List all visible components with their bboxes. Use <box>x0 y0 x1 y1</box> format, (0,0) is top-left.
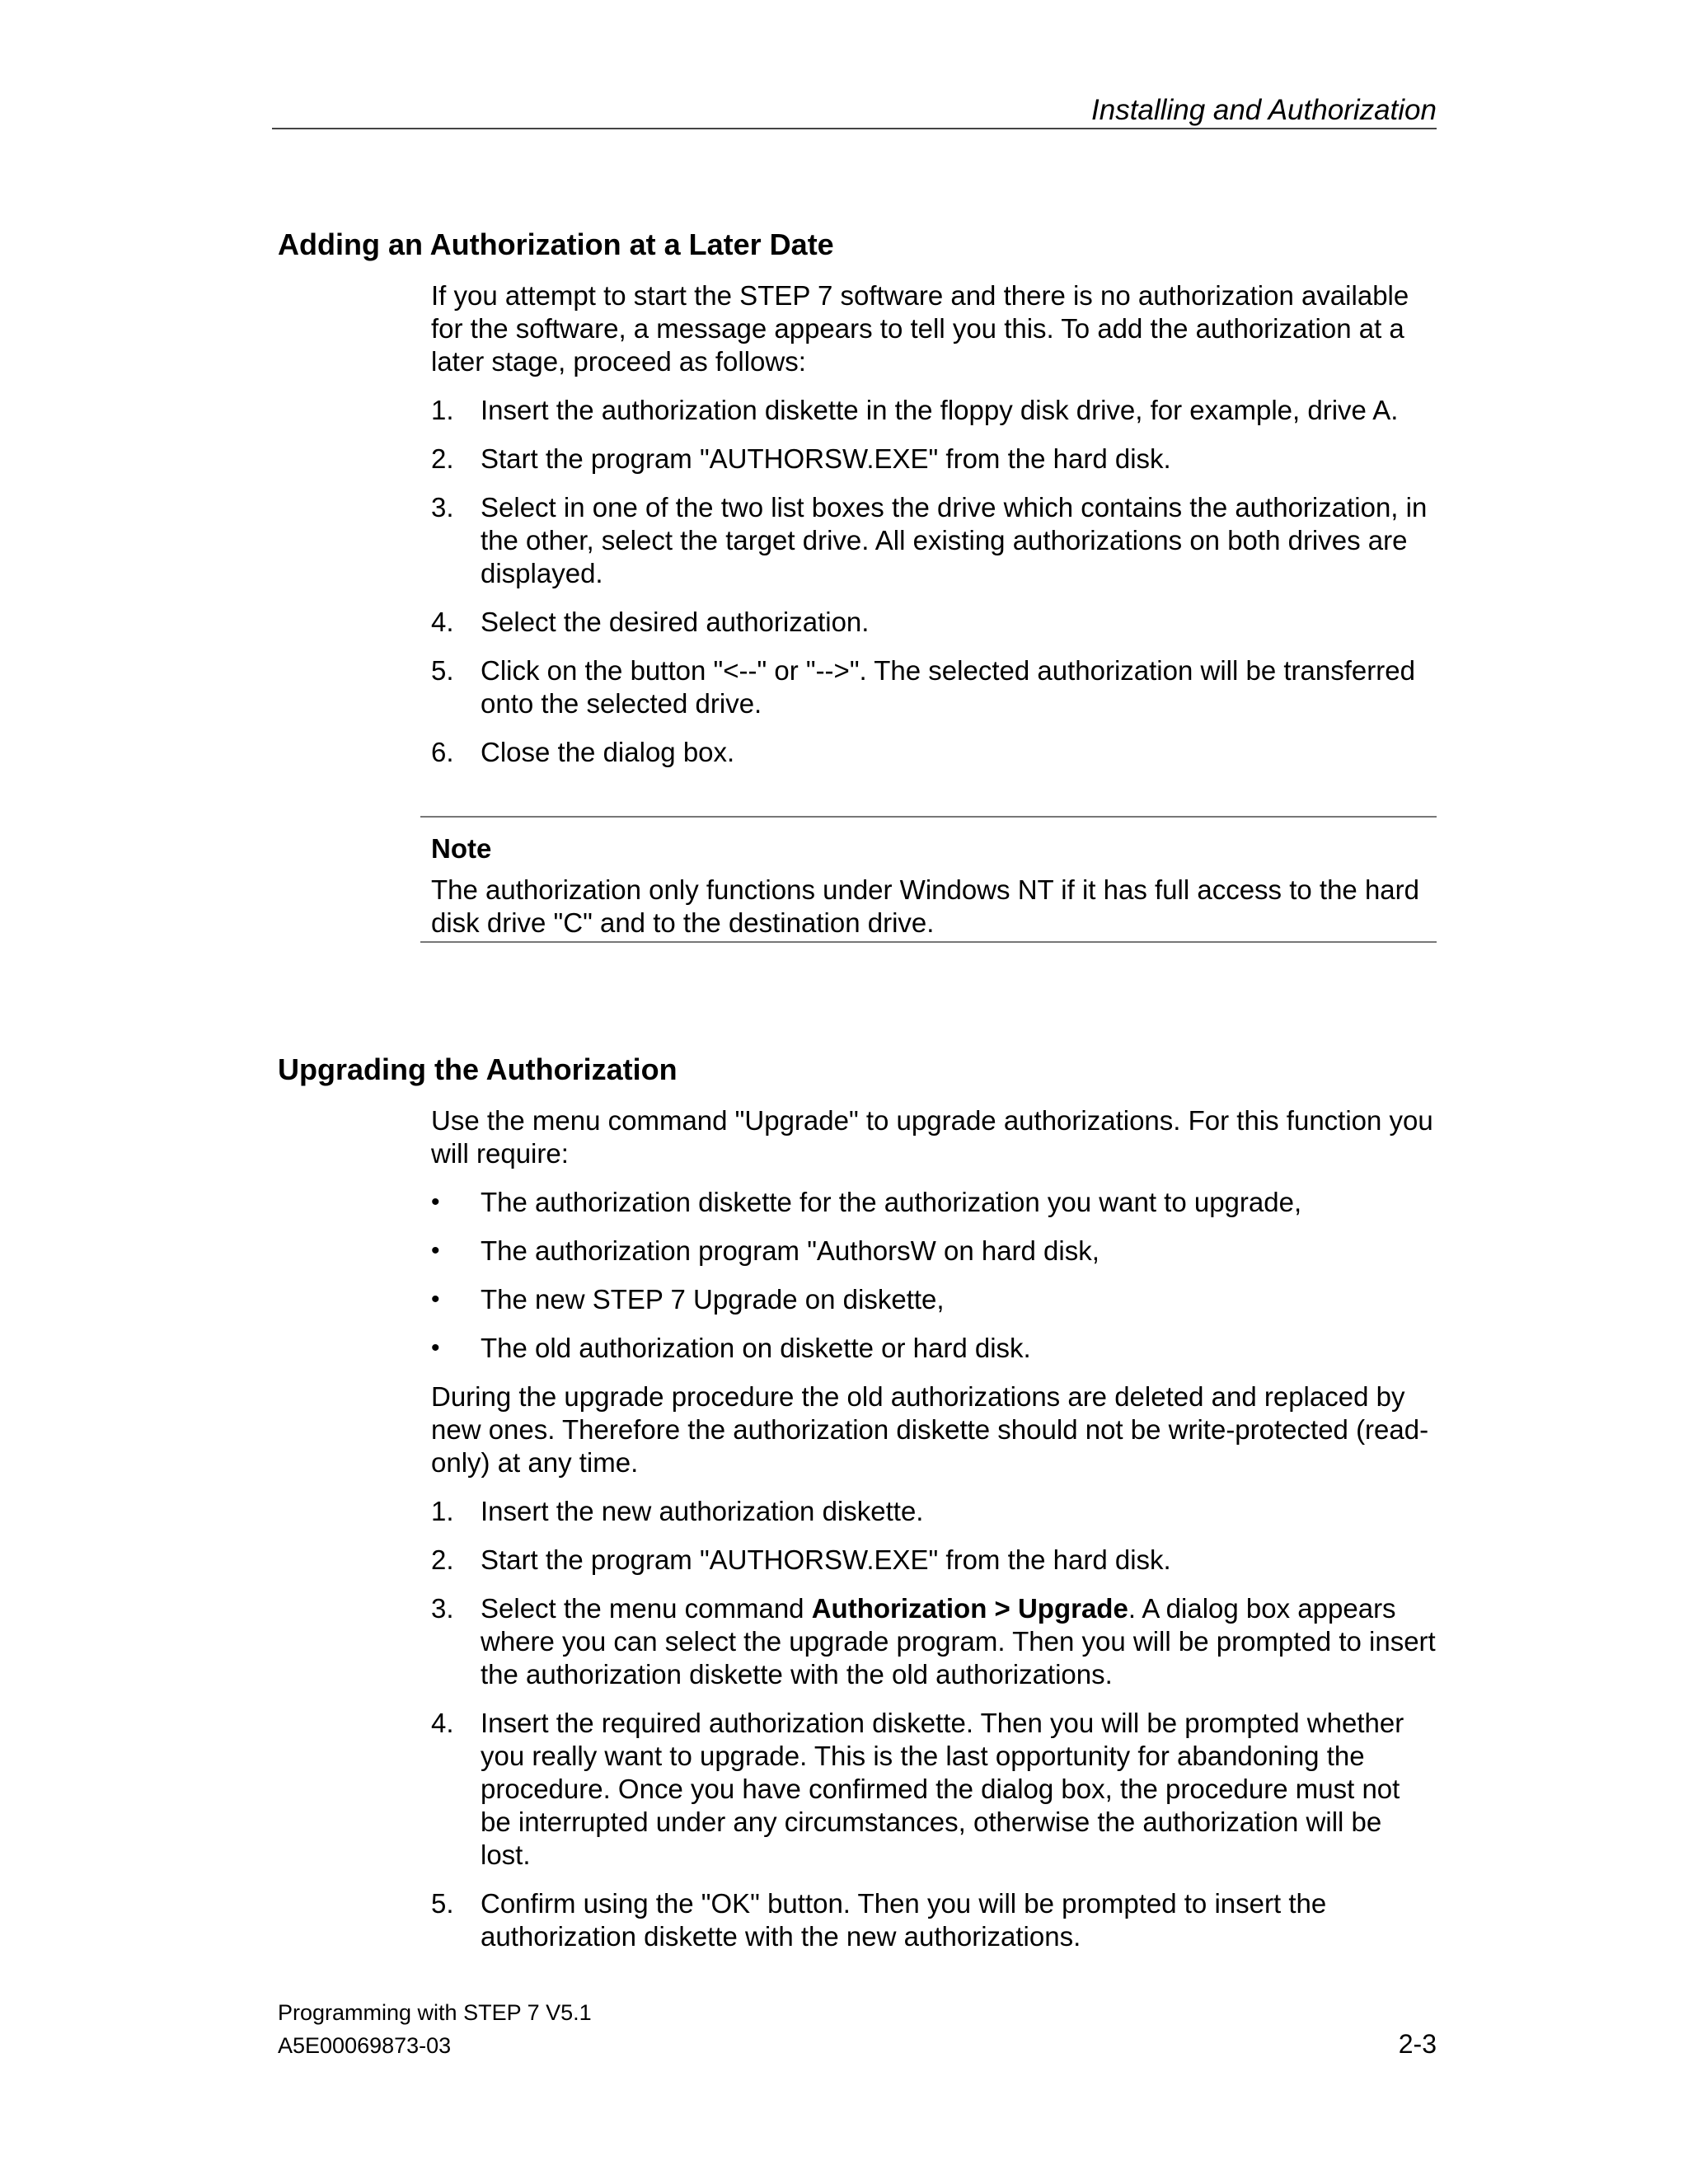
list-item <box>431 606 1437 639</box>
step-number: 1. <box>431 1496 454 1526</box>
list-item <box>431 1707 1437 1872</box>
step-text-before: Select the menu command <box>481 1593 812 1624</box>
step-number: 2. <box>431 443 454 474</box>
list-item <box>431 1592 1437 1691</box>
section-heading-upgrading-authorization: Upgrading the Authorization <box>278 1052 678 1086</box>
note-text: The authorization only functions under Windows NT if it has full access to the hard disk drive "C" and to the destination drive. <box>431 874 1420 938</box>
step-number: 6. <box>431 737 454 767</box>
step-text: Click on the button "<--" or "-->". The selected authorization will be transferred onto the selected drive. <box>481 655 1415 719</box>
section1-body <box>431 279 1437 769</box>
step-number: 3. <box>431 1593 454 1624</box>
step-number: 4. <box>431 1708 454 1738</box>
list-item <box>431 1495 1437 1528</box>
list-item <box>431 394 1437 427</box>
step-number: 1. <box>431 395 454 425</box>
section2-steps <box>431 1495 1437 1953</box>
list-item <box>431 1332 1437 1365</box>
step-text: Select in one of the two list boxes the drive which contains the authorization, in the other, select the target drive. All existing authorizations on both drives are displayed. <box>481 492 1428 588</box>
step-number: 3. <box>431 492 454 523</box>
step-number: 5. <box>431 655 454 686</box>
bullet-text: The authorization program "AuthorsW on hard disk, <box>481 1235 1100 1266</box>
step-text: Select the desired authorization. <box>481 607 870 637</box>
list-item <box>431 1887 1437 1953</box>
list-item <box>431 1283 1437 1316</box>
section-heading-adding-authorization: Adding an Authorization at a Later Date <box>278 227 834 261</box>
bullet-text: The old authorization on diskette or hard disk. <box>481 1333 1031 1363</box>
list-item <box>431 443 1437 476</box>
running-header: Installing and Authorization <box>1091 94 1437 126</box>
bullet-text: The authorization diskette for the authorization you want to upgrade, <box>481 1187 1302 1217</box>
step-text: Start the program "AUTHORSW.EXE" from the hard disk. <box>481 443 1171 474</box>
list-item <box>431 1544 1437 1577</box>
list-item <box>431 1186 1437 1219</box>
section2-body <box>431 1104 1437 1953</box>
step-text: Insert the required authorization diskette. Then you will be prompted whether you really want to upgrade. This is the last opportunity for abandoning the procedure. Once you have confirmed the dialog box, the procedure must not be interrupted under any circumstances, otherwise the authorization will be lost. <box>481 1708 1404 1870</box>
step-text: Close the dialog box. <box>481 737 735 767</box>
list-item <box>431 1235 1437 1268</box>
footer-doc-number: A5E00069873-03 <box>278 2033 452 2058</box>
bullet-icon: • <box>431 1286 440 1313</box>
note-title: Note <box>431 833 492 864</box>
header-rule <box>272 128 1437 129</box>
list-item <box>431 736 1437 769</box>
section1-intro: If you attempt to start the STEP 7 software and there is no authorization available for the software, a message appears to tell you this. To add the authorization at a later stage, proceed as follows: <box>431 280 1409 377</box>
section2-requirements <box>431 1186 1437 1365</box>
section2-upgrade-paragraph: During the upgrade procedure the old authorizations are deleted and replaced by new ones. Therefore the authorization diskette should not be write-protected (read-only) at any time. <box>431 1381 1429 1478</box>
step-number: 5. <box>431 1888 454 1919</box>
step-text: Start the program "AUTHORSW.EXE" from the hard disk. <box>481 1544 1171 1575</box>
footer-title: Programming with STEP 7 V5.1 <box>278 2000 592 2025</box>
section1-steps <box>431 394 1437 769</box>
step-text <box>481 1593 1436 1690</box>
note-box <box>420 816 1437 943</box>
menu-command: Authorization > Upgrade <box>811 1593 1128 1624</box>
step-text-after: . A dialog box appears where you can select the upgrade program. Then you will be prompted to insert the authorization diskette with the old authorizations. <box>481 1593 1436 1690</box>
step-number: 4. <box>431 607 454 637</box>
step-number: 2. <box>431 1544 454 1575</box>
list-item <box>431 491 1437 590</box>
bullet-text: The new STEP 7 Upgrade on diskette, <box>481 1284 945 1315</box>
step-text: Confirm using the "OK" button. Then you will be prompted to insert the authorization diskette with the new authorizations. <box>481 1888 1327 1952</box>
list-item <box>431 654 1437 720</box>
section2-intro: Use the menu command "Upgrade" to upgrade authorizations. For this function you will require: <box>431 1105 1433 1169</box>
bullet-icon: • <box>431 1237 440 1264</box>
bullet-icon: • <box>431 1188 440 1216</box>
bullet-icon: • <box>431 1334 440 1361</box>
step-text: Insert the new authorization diskette. <box>481 1496 924 1526</box>
page-number: 2-3 <box>1398 2029 1437 2059</box>
footer-left <box>278 1996 592 2062</box>
step-text: Insert the authorization diskette in the floppy disk drive, for example, drive A. <box>481 395 1399 425</box>
